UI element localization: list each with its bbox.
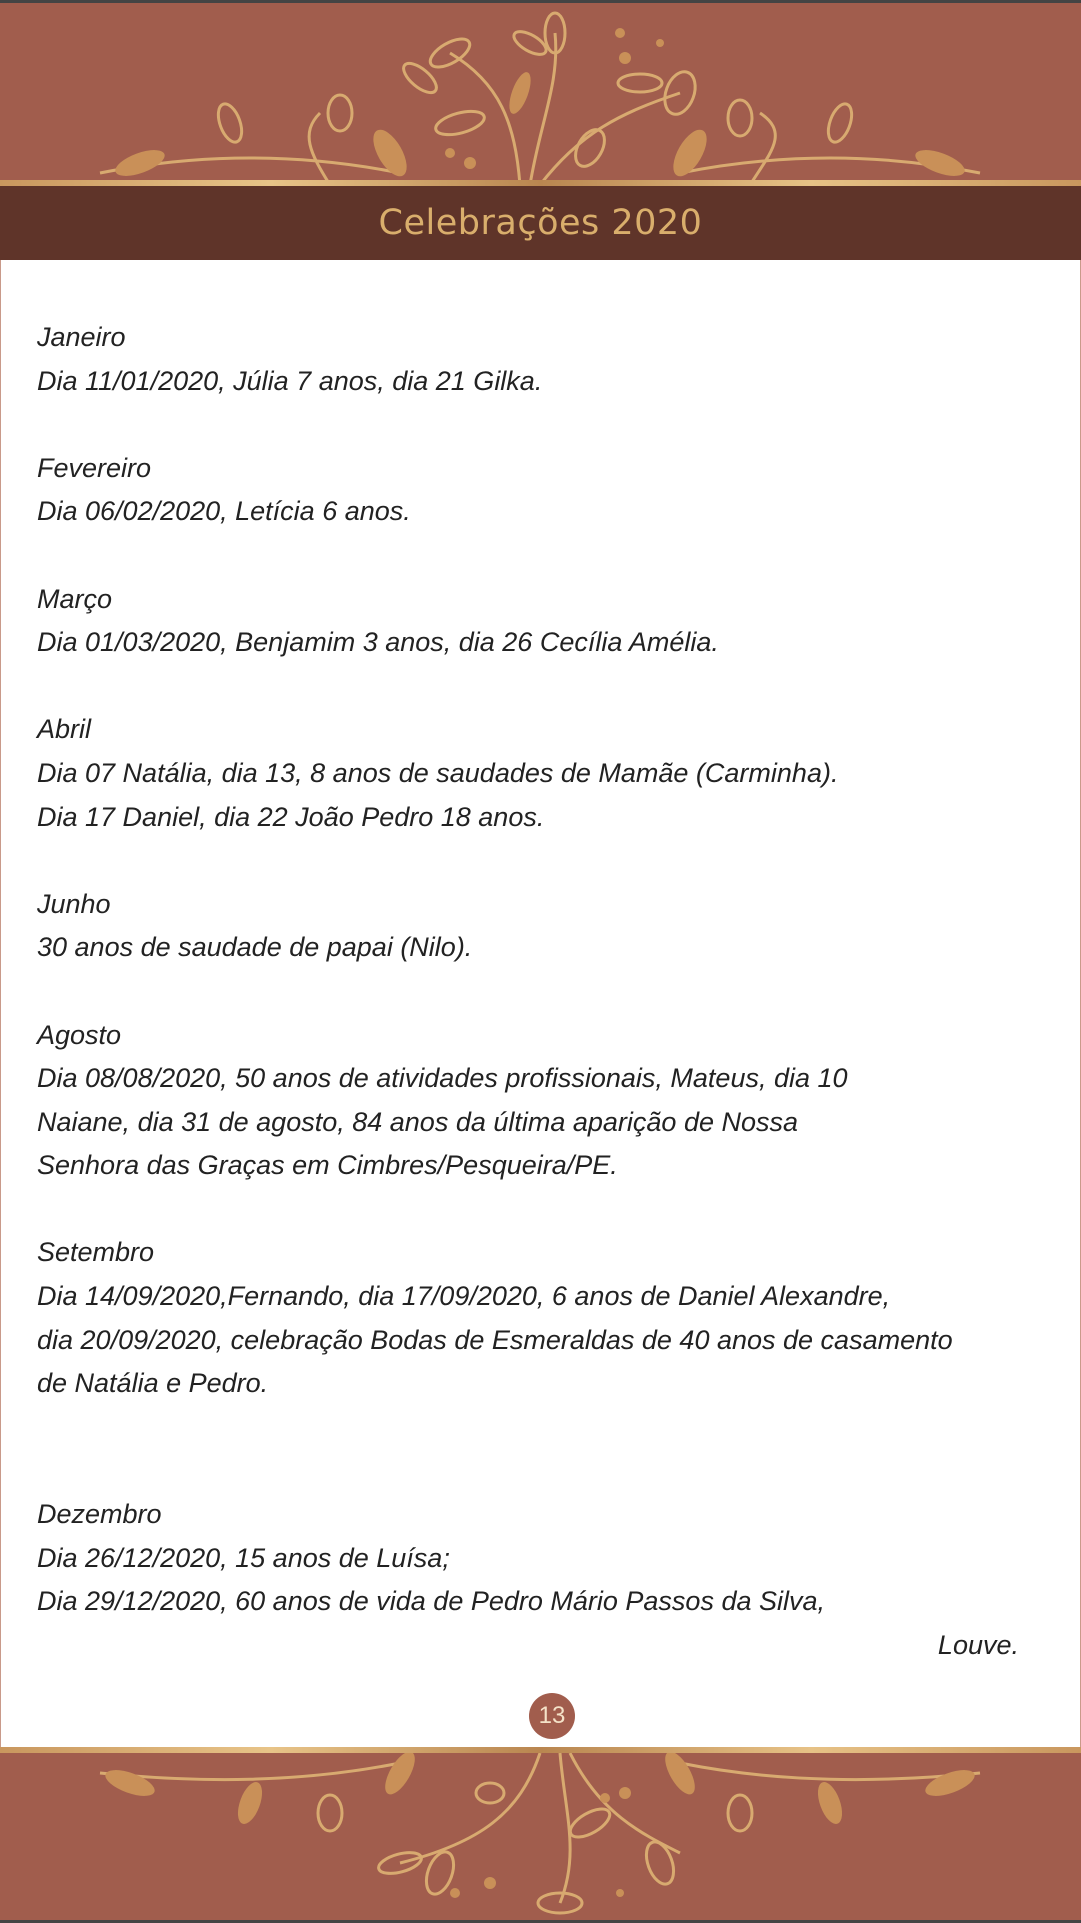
month-section — [37, 708, 1072, 839]
content-area — [0, 260, 1081, 1748]
floral-ornament-icon — [0, 3, 1081, 185]
celebration-entry: Naiane, dia 31 de agosto, 84 anos da última aparição de Nossa — [37, 1106, 799, 1137]
month-heading: Janeiro — [37, 322, 126, 352]
footer-decoration — [0, 1753, 1081, 1923]
month-heading: Setembro — [37, 1237, 155, 1268]
celebration-entry: Senhora das Graças em Cimbres/Pesqueira/PE. — [37, 1150, 618, 1181]
month-heading: Agosto — [37, 1019, 122, 1050]
month-heading: Dezembro — [37, 1499, 162, 1530]
celebration-entry: Dia 14/09/2020,Fernando, dia 17/09/2020, 6 anos de Daniel Alexandre, — [37, 1281, 891, 1312]
month-section — [37, 447, 1072, 534]
celebration-entry: Dia 06/02/2020, Letícia 6 anos. — [37, 496, 411, 527]
spacer — [37, 970, 1072, 1014]
month-section — [37, 1014, 1072, 1188]
title-band — [0, 186, 1081, 260]
month-heading: Fevereiro — [37, 452, 152, 483]
spacer — [37, 665, 1072, 709]
month-section — [37, 1231, 1072, 1405]
page-number: 13 — [529, 1693, 575, 1739]
celebration-entry: Dia 01/03/2020, Benjamim 3 anos, dia 26 Cecília Amélia. — [37, 627, 719, 658]
month-section — [37, 578, 1072, 665]
spacer — [37, 534, 1072, 578]
signature: Louve. — [937, 1629, 1019, 1660]
spacer — [37, 1188, 1072, 1232]
month-heading: Junho — [37, 888, 111, 919]
celebration-entry: Dia 07 Natália, dia 13, 8 anos de saudades de Mamãe (Carminha). — [37, 757, 839, 788]
celebration-entry: Dia 11/01/2020, Júlia 7 anos, dia 21 Gilka. — [37, 365, 543, 396]
celebration-entry: Dia 29/12/2020, 60 anos de vida de Pedro Mário Passos da Silva, — [37, 1586, 825, 1617]
celebration-entry: Dia 17 Daniel, dia 22 João Pedro 18 anos. — [37, 801, 545, 832]
celebration-entry: Dia 26/12/2020, 15 anos de Luísa; — [37, 1542, 450, 1573]
spacer — [37, 839, 1072, 883]
celebration-entry: Dia 08/08/2020, 50 anos de atividades profissionais, Mateus, dia 10 — [37, 1063, 848, 1094]
celebration-entry: 30 anos de saudade de papai (Nilo). — [37, 932, 473, 963]
celebration-entry: dia 20/09/2020, celebração Bodas de Esmeraldas de 40 anos de casamento — [37, 1324, 953, 1355]
month-section — [37, 1493, 1072, 1624]
month-section — [37, 316, 1072, 403]
month-heading: Março — [37, 583, 113, 614]
celebrations-list — [37, 316, 1072, 1667]
month-heading: Abril — [37, 714, 92, 745]
month-section — [37, 883, 1072, 970]
header-decoration — [0, 0, 1081, 182]
page-title: Celebrações 2020 — [378, 203, 703, 243]
floral-ornament-icon — [0, 1753, 1081, 1923]
celebration-entry: de Natália e Pedro. — [37, 1368, 269, 1399]
spacer — [37, 1406, 1072, 1493]
spacer — [37, 403, 1072, 447]
